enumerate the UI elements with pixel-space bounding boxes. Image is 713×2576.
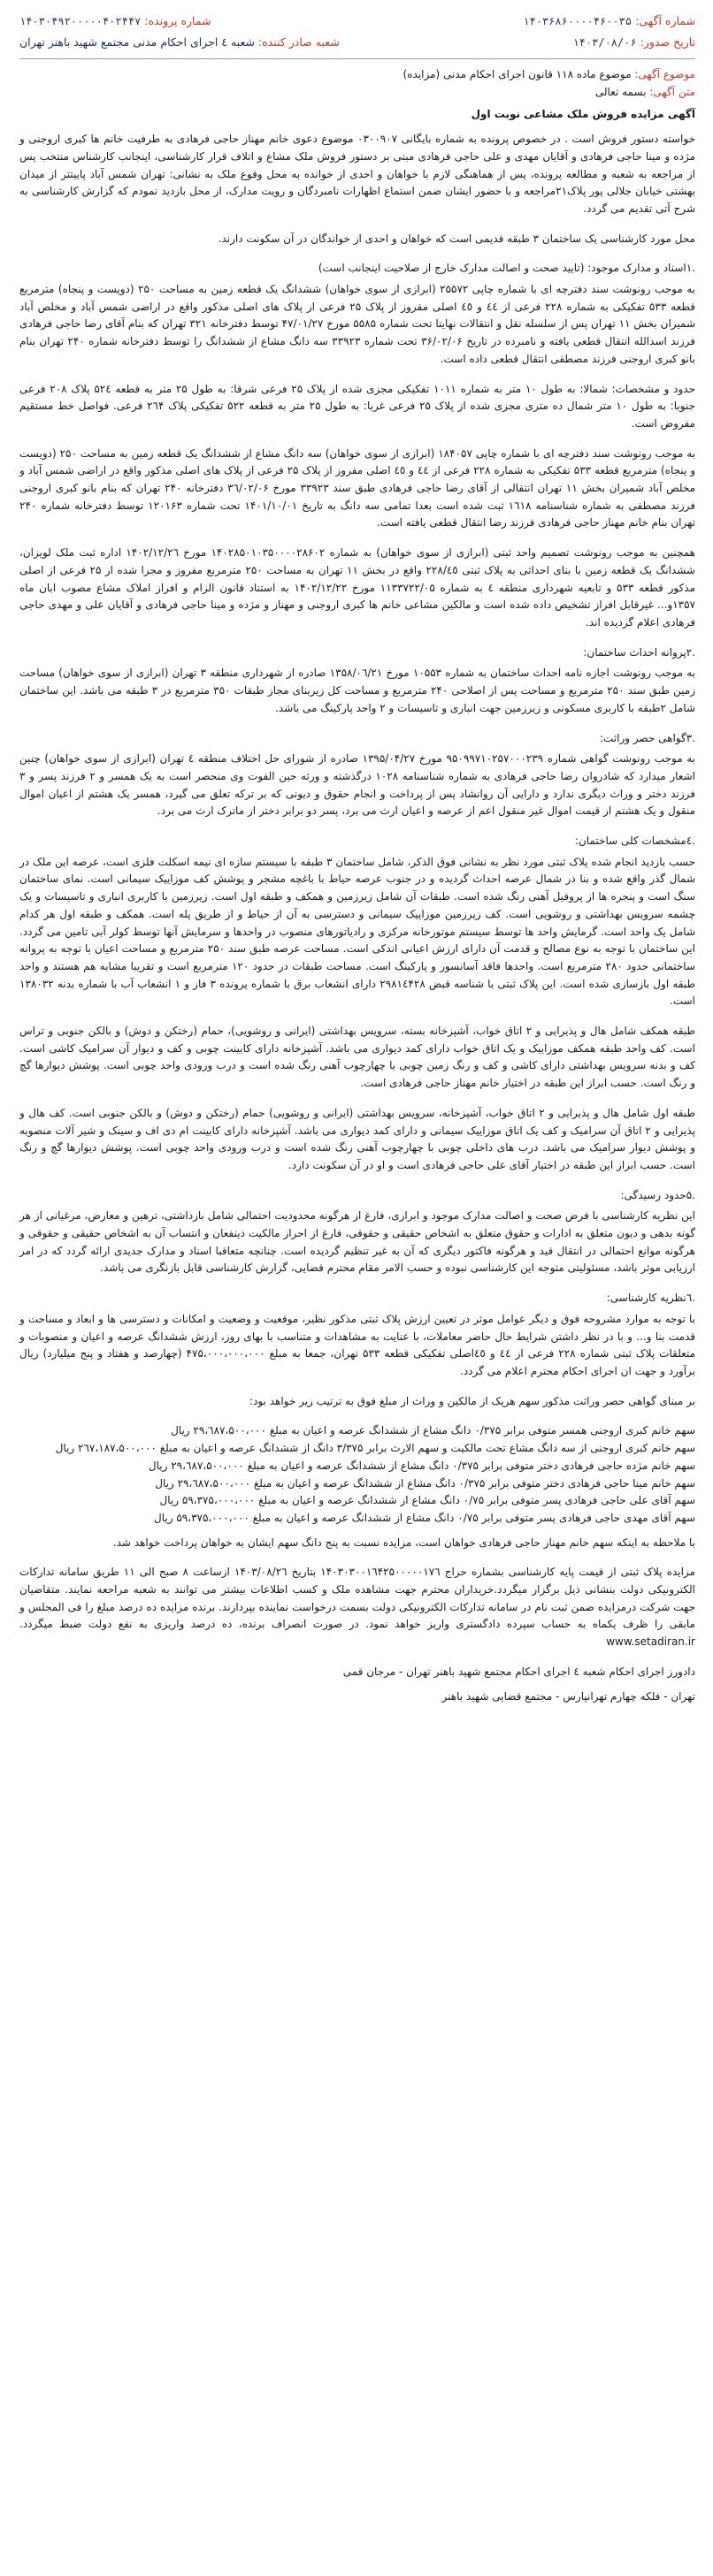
paragraph-property-location: محل مورد کارشناسی یک ساختمان ۳ طبقه قدیمی است که خواهان و احدی از خواندگان در آن سکونت دارند. xyxy=(218,232,695,245)
issuing-branch-value: شعبه ٤ اجرای احکام مدنی مجتمع شهید باهنر تهران xyxy=(19,35,255,49)
ad-number-label: شماره آگهی: xyxy=(635,14,695,27)
case-number-value: ۱۴۰۳۰۴۹۲۰۰۰۰۰۴۰۲۴۴۷ xyxy=(19,15,142,27)
section-permit-heading: .۲پروانه احداث ساختمان: xyxy=(583,645,695,659)
section-scope-heading: .۵حدود رسیدگی: xyxy=(620,1188,695,1201)
section-building-heading: .٤مشخصات کلی ساختمان: xyxy=(574,835,695,848)
body-label-value: بسمه تعالی xyxy=(594,85,647,98)
header-row-2 xyxy=(19,32,695,53)
issue-date-value: ۱۴۰۳/۰۸/۰۶ xyxy=(572,36,637,49)
paragraph-valuation: با توجه به موارد مشروحه فوق و دیگر عوامل موثر در تعیین ارزش پلاک ثبتی مذکور نظیر، موقعیت و وضعیت و امکانات و دسترسی ها و ابعاد و مساحت و قدمت بنا و... و با در نظر داشتن شرایط حال حاضر معاملات، با عنایت به مشاهدات و متناسب با بهای روز، ارزش ششدانگ عرصه و اعیان و منصوبات و متعلقات پلاک ثبتی شماره ۲۲۸ فرعی از ٤٤ و ٤٥اصلی تفکیکی قطعه ۵۳۳ تهران، جمعا به مبلغ ۴۷۵،۰۰۰،۰۰۰،۰۰۰ (چهارصد و هفتاد و پنج میلیارد) ریال برآورد و جهت ان اجرای احکام محترم اعلام می گردد. xyxy=(19,1312,695,1377)
paragraph-auction-details: مزایده پلاک ثبتی از قیمت پایه کارشناسی بشماره حراج ۱۴۰۳۰۳۰۰۱٦۴۲۵۰۰۰۰۰۱۷٦ بتاریخ ۱۴۰۳/۰۸/۲٦ ازساعت ۸ صبح الی ۱۱ طریق سامانه تدارکات الکترونیکی دولت بنشانی ذیل برگزار میگردد.خریداران محترم جهت مشاهده ملک و کسب اطلاعات بیشتر می توانند به شعبه مراجعه نمایند. متقاضیان جهت شرکت درمزایده ضمن ثبت نام در سامانه تدارکات الکترونیکی دولت بسمت درخواست نماینده بپردازند. برنده مزایده ده درصد مبلغ را فی المجلس و مابقی را ظرف یکماه به حساب سپرده دادگستری واریز خواهد نمود. در صورت انصراف برنده، ده درصد واریزی به نفع دولت ضبط میگردد. www.setadiran.ir xyxy=(19,1566,695,1649)
subject-value: موضوع ماده ۱۱۸ قانون اجرای احکام مدنی (مزایده) xyxy=(402,68,632,80)
ad-title: آگهی مزایده فروش ملک مشاعی نوبت اول xyxy=(471,108,695,121)
shares-list xyxy=(19,1422,695,1527)
paragraph-first-floor: طبقه اول شامل هال و پذیرایی و ۲ اتاق خواب، آشپزخانه، سرویس بهداشتی (ایرانی و روشویی) حمام (رختکن و دوش) و بالکن جنوبی است. کف هال و پذیرایی و ۲ اتاق آن سرامیک و کف یک اتاق موزاییک سیمانی و دارای کمد دیواری می باشد. آشپزخانه دارای کابینت ام دی اف و سینک و شیر آلات منصوبه و پوشش دیوار سرامیک می باشد. درب های داخلی چوبی با چهارچوب آهنی رنگ شده است و درب ورودی واحد چوبی است. پوشش دیوارها گچ و رنگ است. حسب ابراز این طبقه در اختیار آقای علی حاجی فرهادی است و او در آن سکونت دارد. xyxy=(19,1106,695,1171)
subject-label: موضوع آگهی: xyxy=(634,68,695,80)
share-item: سهم خانم مژده حاجی فرهادی دختر متوفی برابر ۰/۳۷۵ دانگ مشاع از ششدانگ عرصه و اعیان به مبلغ ۲۹،٦۸۷،۵۰۰،۰۰۰ ریال xyxy=(148,1459,695,1472)
footer-officer: دادورز اجرای احکام شعبه ٤ اجرای احکام مجتمع شهید باهنر تهران - مرجان قمی xyxy=(342,1665,695,1678)
paragraph-ground-floor: طبقه همکف شامل هال و پذیرایی و ۲ اتاق خواب، آشپزخانه بسته، سرویس بهداشتی (ایرانی و روشویی)، حمام (رختکن و دوش) و بالکن جنوبی و تراس است. کف واحد طبقه همکف موزاییک و یک اتاق خواب دارای کمد دیواری می باشد. آشپزخانه دارای کابینت چوبی و کف و دیوار آن سرامیک کاشی است. کف و بدنه سرویس بهداشتی دارای کاشی و کف و رنگ زمین چوبی با چهارچوب آهنی رنگ شده است و درب ورودی واحد چوبی است. پوشش دیوارها گچ و رنگ است. حسب ابراز این طبقه در اختیار خانم مهناز حاجی فرهادی است. xyxy=(19,1025,695,1090)
section-inheritance-heading: .۳گواهی حصر وراثت: xyxy=(599,731,695,744)
issuing-branch xyxy=(19,32,340,53)
paragraph-scope: این نظریه کارشناسی با فرض صحت و اصالت مدارک موجود و ابرازی، فارغ از هرگونه محدودیت احتمالی شامل بازداشتی، ترهین و معارض، مرغیانی از هر گونه بدهی و دیون متعلق به ادارات و حقوق متعلق به اشخاص حقیقی و حقوقی، فارغ از احراز مالکیت ذینفعان و انتساب آن به اشخاص حقیقی و حقوقی و هرگونه موانع احتمالی در انتقال قید و هرگونه فاکتور دیگری که آن به غیر تنظیم گردیده است. چنانچه متعاقبا اسناد و مدارک جدیدی ارائه گردد که در امر ارزیابی موثر باشد، مسئولیتی متوجه این کارشناسی نبوده و حسب الامر مقام محترم قضایی، گزارش کارشناسی قابل بازنگری می باشد. xyxy=(19,1209,695,1275)
paragraph-inheritance: به موجب رونوشت گواهی شماره ۹۵۰۹۹۷۱۰۲۵۷۰۰۰۲۳۹ مورخ ۱۳۹۵/۰۴/۲۷ صادره از شورای حل اختلاف منطقه ٤ تهران (ابرازی از سوی خواهان) چنین اشعار میدارد که شادروان رضا حاجی فرهادی به شماره شناسنامه ۱۰۲۸ درگذشته و ورثه حین الفوت وی منحصر است به یک همسر و ۲ فرزند پسر و ۳ فرزند دختر و وراث دیگری ندارد و دارایی آن روانشاد پس از پرداخت و انجام حقوق و دیونی که بر ترکه تعلق می گیرد، همسر یک هشتم از اعیان اموال منقول و یک هشتم از قیمت اموال غیر منقول اعم از عرصه و اعیان ارث می برد، پسر دو برابر دختر از ماترک ارث می برد. xyxy=(19,752,695,818)
paragraph-building-general: حسب بازدید انجام شده پلاک ثبتی مورد نظر به نشانی فوق الذکر، شامل ساختمان ۳ طبقه با سیستم سازه ای نیمه اسکلت فلزی است، عرصه این ملک در شمال گذر واقع شده و بنا در شمال عرصه احداث گردیده و در جنوب عرصه حیاط با باغچه مشجر و پوشش کف موزاییک سیمانی است. نمای ساختمان سنگ است و پنجره ها از پروفیل آهنی رنگ شده است. طبقات آن شامل زیرزمین و همکف و طبقه اول است. زیرزمین با کاربری انباری و تاسیسات و یک چشمه سرویس بهداشتی و روشویی است. کف زیرزمین موزاییک سیمانی و دسترسی به آن از حیاط و از طریق پله است. همکف و طبقه اول هر کدام شامل یک واحد است. گرمایش واحد ها توسط سیستم موتورخانه مرکزی و رادیاتورهای منصوب در واحدها و سرمایش آنها توسط کولر آبی تامین می گردد. این ساختمان با توجه به نوع مصالح و قدمت آن دارای ارزش اعیانی اندکی است. مساحت عرصه طبق سند ۲۵۰ مترمربع و مساحت اعیان با توجه به پروانه ساختمانی حدود ۲۸۰ مترمربع است. واحدها فاقد آسانسور و پارکینگ است. مساحت طبقات در حدود ۱۲۰ مترمربع است و تقریبا مشابه هم هستند و واحد طبقه اول بازسازی شده است. این پلاک ثبتی با شناسه قبض ۲۹۸۱٤۴۲۸ دارای انشعاب برق با شماره پرونده ۳ فاز و ۱ انشعاب آب با شماره بدنه ۱۳۸۰۳۲ است. xyxy=(19,855,696,1008)
share-item: سهم آقای علی حاجی فرهادی پسر متوفی برابر ۰/۷۵ دانگ مشاع از ششدانگ عرصه و اعیان به مبلغ ۵۹،۳۷۵،۰۰۰،۰۰۰ ریال xyxy=(159,1494,695,1507)
issue-date xyxy=(572,32,695,53)
body-label-line xyxy=(19,84,695,102)
case-number-label: شماره پرونده: xyxy=(144,14,211,27)
paragraph-deed-1: به موجب رونوشت سند دفترچه ای با شماره چاپی ۲۵۵۷۲ (ابرازی از سوی خواهان) ششدانگ یک قطعه زمین به مساحت ۲۵۰ (دویست و پنجاه) مترمربع قطعه ۵۳۳ تفکیکی به شماره ۲۲۸ فرعی از ٤٤ و ٤٥ اصلی مفروز از پلاک ۲۵ فرعی از پلاک های اصلی مذکور واقع در اراضی شمس آباد و مخلص آباد شمیران بخش ۱۱ تهران پس از سلسله نقل و انتقالات نهایتا تحت شماره ۵۵۸۵ مورخ ۴۷/۰۱/۲۷ توسط دفترخانه ۳۲۱ تهران که بنام آقای رضا حاجی فرهادی فرزند اسدالله انتقال قطعی یافته و نامبرده در تاریخ ۳۶/۰۲/۰۶ تحت شماره ۳۳۹۲۳ سه دانگ مشاع از ششدانگ را توسط دفترخانه شماره ۲۴۰ تهران بنام بانو کبری اروجنی فرزند مصطفی انتقال قطعی داده است. xyxy=(19,283,696,365)
issuing-branch-label: شعبه صادر کننده: xyxy=(257,35,340,49)
share-item: سهم خانم مینا حاجی فرهادی دختر متوفی برابر ۰/۳۷۵ دانگ مشاع از ششدانگ عرصه و اعیان به مبلغ ۲۹،٦۸۷،۵۰۰،۰۰۰ ریال xyxy=(155,1476,695,1490)
case-number xyxy=(19,11,211,32)
ad-number xyxy=(523,11,695,32)
paragraph-shares-intro: بر مبنای گواهی حصر وراثت مذکور سهم هریک از مالکین و وراث از مبلغ فوق به ترتیب زیر خواهد بود: xyxy=(249,1394,695,1407)
body-label: متن آگهی: xyxy=(649,85,695,98)
paragraph-deed-2: به موجب رونوشت سند دفترچه ای با شماره چاپی ۱۸۴۰۵۷ (ابرازی از سوی خواهان) سه دانگ مشاع از ششدانگ یک قطعه زمین به مساحت ۲۵۰ (دویست و پنجاه) مترمربع قطعه ۵۳۳ تفکیکی به شماره ۲۲۸ فرعی از ٤٤ و ٤٥ اصلی مفروز از پلاک ۲۵ فرعی از پلاک های اصلی مذکور واقع در اراضی شمس آباد و مخلص آباد شمیران بخش ۱۱ تهران انتقالی از آقای رضا حاجی فرهادی طبق سند ۳۳۹۲۳ مورخ ۳٦/۰۲/۰۶ دفترخانه ۲۴۰ تهران که بنام بانو کبری اروجنی فرزند مصطفی به شماره شناسنامه ۱٦۱۸ ثبت شده است بعدا تمامی سه دانگ به تاریخ ۱۴۰۱/۱۰/۰۱ تحت شماره ۱۲۰۱۶۳ توسط دفترخانه شماره ۲۴۰ تهران بنام خانم مهناز حاجی فرهادی فرزند رضا انتقال قطعی یافته است. xyxy=(19,446,696,530)
footer-address: تهران - فلکه چهارم تهرانپارس - مجتمع قضایی شهید باهنر xyxy=(441,1689,695,1703)
paragraph-registry-decision: همچنین به موجب رونوشت تصمیم واحد ثبتی (ابرازی از سوی خواهان) به شماره ۱۴۰۲۸۵۰۱۰۳۵۰۰۰۰۲۸۶۰۲ مورخ ۱۴۰۲/۱۲/۲٦ اداره ثبت ملک لویزان، ششدانگ یک قطعه زمین با بنای احداثی به پلاک ثبتی ۲۲۸/٤٥ واقع در بخش ۱۱ تهران به مساحت ۲۵۰ مترمربع مفروز و مجزا شده از ۲۵ فرعی از اصلی مذکور قطعه ۵۳۳ و تابعیه شهرداری منطقه ٤ به شماره ۱۱۳۳۷۲۲/۰۵ مورخ ۱۴۰۲/۱۲/۲۲ به استناد قانون الزام و افراز املاک مشاع مصوب ابان ماه ۱۳۵۷و... غیرقابل افراز تشخیص داده شده است و مالکین مشاعی خانم ها کبری اروجنی و مهناز و مژده و مینا حاجی فرهادی و آقایان علی و مهدی حاجی فرهادی اعلام گردیده اند. xyxy=(19,546,696,629)
section-documents-heading: .۱اسناد و مدارک موجود: (تایید صحت و اصالت مدارک خارج از صلاحیت اینجانب است) xyxy=(318,262,695,275)
paragraph-permit: به موجب رونوشت اجازه نامه احداث ساختمان به شماره ۱۰۵۵۳ مورخ ۱۳۵۸/۰٦/۲۱ صادره از شهرداری منطقه ۳ تهران (ابرازی از سوی خواهان) مساحت زمین طبق سند ۲۵۰ مترمربع و مساحت پس از اصلاحی ۲۴۰ مترمربع و مساحت کل زیربنای مجاز طبقات ۳۵۰ مترمربع در ۳ طبقه می باشد. این ساختمان شامل ۲طبقه با کاربری مسکونی و زیرزمین جهت انباری و تاسیسات و ۲ واحد پارکینگ می باشد. xyxy=(19,667,696,714)
share-item: سهم خانم کبری اروجنی همسر متوفی برابر ۰/۳۷۵ دانگ مشاع از ششدانگ عرصه و اعیان به مبلغ ۲۹،٦۸۷،۵۰۰،۰۰۰ ریال xyxy=(171,1424,695,1437)
header-row-1 xyxy=(19,11,695,32)
section-opinion-heading: .٦نظریه کارشناسی: xyxy=(606,1292,695,1305)
share-item: سهم خانم کبری اروجنی از سه دانگ مشاع تحت مالکیت و سهم الارث برابر ۳/۳۷۵ دانگ از ششدانگ عرصه و اعیان به مبلغ ۲٦۷،۱۸۷،۵۰۰،۰۰۰ ریال xyxy=(55,1442,695,1455)
header-divider xyxy=(19,58,695,59)
paragraph-intro: خواسته دستور فروش است . در خصوص پرونده به شماره بایگانی ۰۳۰۰۹۰۷ موضوع دعوی خانم مهناز حاجی فرهادی به طرفیت خانم ها کبری اروجنی و مژده و مینا حاجی فرهادی و آقایان مهدی و علی حاجی فرهادی مبنی بر دستور فروش ملک مشاع و اتلاف قرار کارشناسی، اینجانب کارشناس منتخب پس از مراجعه به شعبه و مطالعه پرونده، پس از هماهنگی لازم با خواهان و احدی از خوانده به محل وقوع ملک به نشانی: تهران شمس آباد پاییتتر از میدان بهشتی خیابان جلالی پور پلاک۲۱مراجعه و با حضور ایشان ضمن استماع اظهارات نامبردگان و رویت مدارک، از محل بازدید نمودم که گزارش کارشناسی به شرح آتی تقدیم می گردد. xyxy=(19,133,695,215)
share-item: سهم آقای مهدی حاجی فرهادی پسر متوفی برابر ۰/۷۵ دانگ مشاع از ششدانگ عرصه و اعیان به مبلغ ۵۹،۳۷۵،۰۰۰،۰۰۰ ریال xyxy=(153,1511,695,1524)
paragraph-auction-note: با ملاحظه به اینکه سهم خانم مهناز حاجی فرهادی خواهان است، مزایده نسبت به پنج دانگ سهم ایشان به خواهان پرداخت خواهد شد. xyxy=(112,1536,695,1549)
issue-date-label: تاریخ صدور: xyxy=(640,35,695,49)
paragraph-boundaries: حدود و مشخصات: شمالا: به طول ۱۰ متر به شماره ۱۰۱۱ تفکیکی مجزی شده از پلاک ۲۵ فرعی شرقا: به طول ۲۵ متر به قطعه ۵۲٤ پلاک ۲۰۸ فرعی جنوبا: به طول ۱۰ متر شمال ده متری مجزی شده از پلاک ۲۵ فرعی غربا: به طول ۲۵ متر به قطعه ۵۲۲ تفکیکی پلاک ۲٦۴ فرعی. فواصل خط مستقیم مفروض است. xyxy=(19,382,695,430)
footer xyxy=(19,1664,695,1705)
subject-line xyxy=(19,66,695,84)
ad-number-value: ۱۴۰۳۶۸۶۰۰۰۰۴۶۰۰۳۵ xyxy=(523,15,632,27)
